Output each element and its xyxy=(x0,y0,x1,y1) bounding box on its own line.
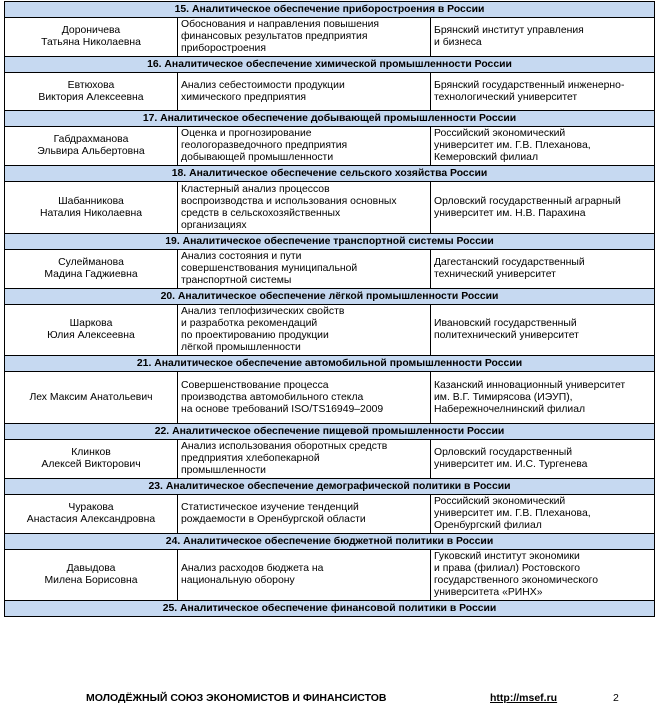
participant-name xyxy=(5,182,178,234)
participant-name-line: Юлия Алексеевна xyxy=(47,330,135,341)
page-number: 2 xyxy=(613,692,619,704)
report-topic-line: производства автомобильного стекла xyxy=(181,391,364,403)
participant-organization-line: Брянский институт управления xyxy=(434,25,584,36)
report-topic xyxy=(178,495,431,534)
participant-row xyxy=(5,127,655,166)
section-title: 15. Аналитическое обеспечение приборостроения в России xyxy=(5,2,655,18)
participant-organization-line: Казанский инновационный университет xyxy=(434,379,626,391)
participant-row xyxy=(5,18,655,57)
report-topic xyxy=(178,73,431,111)
participant-organization xyxy=(431,440,655,479)
participant-name-line: Сулейманова xyxy=(58,257,124,268)
section-title: 16. Аналитическое обеспечение химической промышленности России xyxy=(5,57,655,73)
report-topic-line: транспортной системы xyxy=(181,275,292,286)
report-topic-line: приборостроения xyxy=(181,43,266,54)
participant-organization-line: Орловский государственный аграрный xyxy=(434,195,621,207)
report-topic-line: Оценка и прогнозирование xyxy=(181,128,312,139)
report-topic xyxy=(178,440,431,479)
report-topic-line: средств в сельскохозяйственных xyxy=(181,207,341,219)
participant-name-line: Габдрахманова xyxy=(53,134,129,145)
participant-organization-line: Дагестанский государственный xyxy=(434,257,585,268)
participant-organization-line: им. В.Г. Тимирясова (ИЭУП), xyxy=(434,391,573,403)
participant-name-line: Эльвира Альбертовна xyxy=(37,146,145,157)
participant-organization-line: и бизнеса xyxy=(434,37,482,48)
page-footer xyxy=(0,692,659,708)
participant-organization-line: университет им. Г.В. Плеханова, xyxy=(434,508,591,519)
section-header-row xyxy=(5,601,655,617)
participant-organization-line: и права (филиал) Ростовского xyxy=(434,563,581,574)
participant-row xyxy=(5,182,655,234)
participant-name-line: Наталия Николаевна xyxy=(39,207,143,219)
participant-organization xyxy=(431,250,655,289)
report-topic xyxy=(178,250,431,289)
participant-name xyxy=(5,18,178,57)
participant-organization xyxy=(431,372,655,424)
participant-organization-line: государственного экономического xyxy=(434,575,599,586)
participant-organization-line: Российский экономический xyxy=(434,128,566,139)
program-table xyxy=(4,1,655,617)
report-topic-line: и разработка рекомендаций xyxy=(181,318,318,329)
participant-name-line: Лех Максим Анатольевич xyxy=(29,391,153,403)
report-topic-line: совершенствования муниципальной xyxy=(181,263,358,274)
participant-name-line: Татьяна Николаевна xyxy=(41,37,141,48)
report-topic-line: Совершенствование процесса xyxy=(181,379,329,391)
participant-name-line: Алексей Викторович xyxy=(41,459,141,470)
report-topic-line: финансовых результатов предприятия xyxy=(181,31,368,42)
participant-row xyxy=(5,372,655,424)
report-topic-line: добывающей промышленности xyxy=(181,152,334,163)
report-topic-line: рождаемости в Оренбургской области xyxy=(181,514,366,525)
participant-organization-line: Орловский государственный xyxy=(434,447,572,458)
participant-name-line: Давыдова xyxy=(66,563,116,574)
section-header-row xyxy=(5,166,655,182)
section-header-row xyxy=(5,289,655,305)
section-title: 24. Аналитическое обеспечение бюджетной политики в России xyxy=(5,534,655,550)
section-header-row xyxy=(5,479,655,495)
report-topic xyxy=(178,18,431,57)
report-topic-line: воспроизводства и использования основных xyxy=(181,195,397,207)
report-topic-line: промышленности xyxy=(181,465,266,476)
participant-row xyxy=(5,305,655,356)
participant-name-line: Шабанникова xyxy=(58,195,124,207)
report-topic-line: организациях xyxy=(181,219,247,231)
participant-organization-line: Брянский государственный инженерно- xyxy=(434,79,625,91)
footer-organization: МОЛОДЁЖНЫЙ СОЮЗ ЭКОНОМИСТОВ И ФИНАНСИСТОВ xyxy=(86,692,387,704)
program-table-body xyxy=(5,2,655,617)
report-topic-line: Анализ состояния и пути xyxy=(181,251,302,262)
participant-row xyxy=(5,73,655,111)
participant-organization-line: университет им. Н.В. Парахина xyxy=(434,207,586,219)
participant-organization-line: университета «РИНХ» xyxy=(434,587,543,598)
report-topic-line: Обоснования и направления повышения xyxy=(181,19,380,30)
section-title: 18. Аналитическое обеспечение сельского хозяйства России xyxy=(5,166,655,182)
participant-organization xyxy=(431,305,655,356)
participant-row xyxy=(5,250,655,289)
participant-row xyxy=(5,440,655,479)
participant-row xyxy=(5,495,655,534)
participant-row xyxy=(5,550,655,601)
report-topic-line: Статистическое изучение тенденций xyxy=(181,502,359,513)
participant-organization-line: Российский экономический xyxy=(434,496,566,507)
section-header-row xyxy=(5,111,655,127)
participant-organization xyxy=(431,495,655,534)
section-header-row xyxy=(5,356,655,372)
participant-organization xyxy=(431,73,655,111)
participant-organization-line: университет им. И.С. Тургенева xyxy=(434,459,588,470)
participant-name-line: Дороничева xyxy=(61,25,121,36)
report-topic-line: Анализ теплофизических свойств xyxy=(181,306,345,317)
section-header-row xyxy=(5,234,655,250)
report-topic-line: лёгкой промышленности xyxy=(181,342,301,353)
report-topic-line: по проектированию продукции xyxy=(181,330,329,341)
report-topic xyxy=(178,372,431,424)
participant-organization-line: технологический университет xyxy=(434,91,578,103)
participant-name xyxy=(5,440,178,479)
participant-organization xyxy=(431,18,655,57)
participant-name-line: Анастасия Александровна xyxy=(26,514,156,525)
section-header-row xyxy=(5,57,655,73)
participant-organization-line: политехнический университет xyxy=(434,330,579,341)
participant-name xyxy=(5,73,178,111)
participant-name xyxy=(5,550,178,601)
participant-organization xyxy=(431,550,655,601)
participant-organization-line: Гуковский институт экономики xyxy=(434,551,580,562)
participant-name-line: Шаркова xyxy=(69,318,113,329)
report-topic xyxy=(178,550,431,601)
participant-name xyxy=(5,305,178,356)
participant-organization-line: технический университет xyxy=(434,269,556,280)
section-title: 19. Аналитическое обеспечение транспортной системы России xyxy=(5,234,655,250)
section-title: 21. Аналитическое обеспечение автомобильной промышленности России xyxy=(5,356,655,372)
participant-name xyxy=(5,372,178,424)
report-topic-line: геологоразведочного предприятия xyxy=(181,140,348,151)
participant-name-line: Чуракова xyxy=(68,502,114,513)
participant-name-line: Мадина Гаджиевна xyxy=(44,269,138,280)
section-title: 17. Аналитическое обеспечение добывающей промышленности России xyxy=(5,111,655,127)
section-title: 20. Аналитическое обеспечение лёгкой промышленности России xyxy=(5,289,655,305)
report-topic-line: предприятия хлебопекарной xyxy=(181,453,320,464)
report-topic-line: Анализ расходов бюджета на xyxy=(181,563,324,574)
section-header-row xyxy=(5,534,655,550)
section-title: 22. Аналитическое обеспечение пищевой промышленности России xyxy=(5,424,655,440)
participant-name xyxy=(5,127,178,166)
participant-organization xyxy=(431,127,655,166)
report-topic-line: национальную оборону xyxy=(181,575,295,586)
footer-url-link[interactable]: http://msef.ru xyxy=(490,692,558,704)
report-topic-line: Анализ использования оборотных средств xyxy=(181,441,388,452)
participant-name-line: Виктория Алексеевна xyxy=(38,91,144,103)
participant-name xyxy=(5,250,178,289)
section-header-row xyxy=(5,2,655,18)
report-topic xyxy=(178,305,431,356)
report-topic-line: химического предприятия xyxy=(181,91,307,103)
participant-organization-line: Ивановский государственный xyxy=(434,318,577,329)
report-topic xyxy=(178,127,431,166)
report-topic-line: на основе требований ISO/TS16949–2009 xyxy=(181,403,384,415)
participant-name xyxy=(5,495,178,534)
participant-name-line: Евтюхова xyxy=(67,79,115,91)
section-title: 23. Аналитическое обеспечение демографической политики в России xyxy=(5,479,655,495)
participant-organization-line: Оренбургский филиал xyxy=(434,520,542,531)
section-header-row xyxy=(5,424,655,440)
section-title: 25. Аналитическое обеспечение финансовой политики в России xyxy=(5,601,655,617)
report-topic-line: Кластерный анализ процессов xyxy=(181,183,330,195)
participant-organization-line: университет им. Г.В. Плеханова, xyxy=(434,140,591,151)
participant-organization xyxy=(431,182,655,234)
report-topic-line: Анализ себестоимости продукции xyxy=(181,79,345,91)
participant-name-line: Милена Борисовна xyxy=(44,575,138,586)
participant-name-line: Клинков xyxy=(71,447,111,458)
participant-organization-line: Набережночелнинский филиал xyxy=(434,403,586,415)
participant-organization-line: Кемеровский филиал xyxy=(434,152,539,163)
report-topic xyxy=(178,182,431,234)
